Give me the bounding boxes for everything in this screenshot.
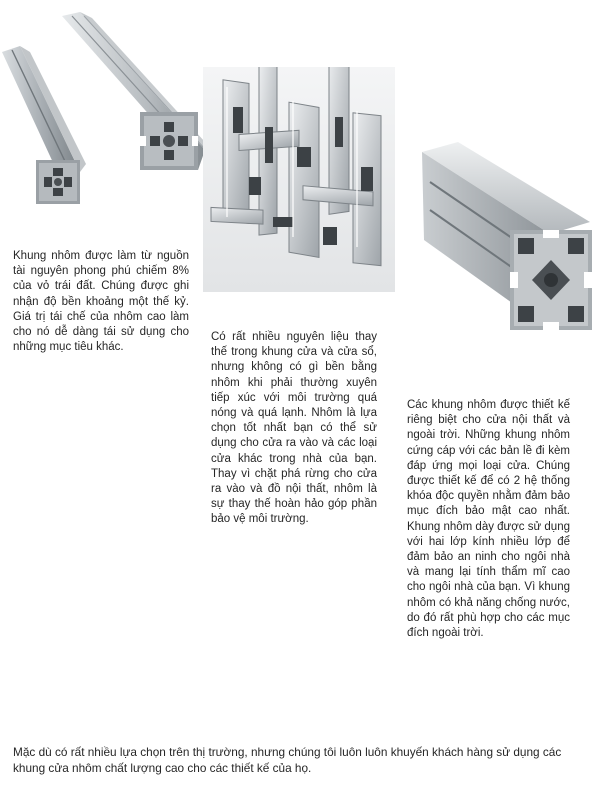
design-paragraph: Các khung nhôm được thiết kế riêng biệt cho cửa nội thất và ngoài trời. Những khung nhôm cứng cáp với các bản lề đi kèm đáp ứng mọi loại cửa. Chúng được thiết kế để có 2 hệ thống khóa độc quyền nhằm đảm bảo mục đích bảo mật cao nhất. Khung nhôm dày được sử dụng với hai lớp kính nhiều lớp để đảm bảo an ninh cho ngôi nhà và mang lại tính thẩm mĩ cao cho ngôi nhà của bạn. Vì khung nhôm có khả năng chống nước, do đó rất phù hợp cho các mục đích ngoài trời. [407,399,570,640]
aluminum-extrusion-pieces-icon [203,67,395,292]
intro-paragraph: Khung nhôm được làm từ nguồn tài nguyên phong phú chiếm 8% của vỏ trái đất. Chúng được ghi nhận độ bền khoảng một thế kỷ. Giá trị tái chế của nhôm cao làm cho nó dễ dàng tái sử dụng cho những mục tiêu khác. [13,250,189,354]
aluminum-square-profile-icon [400,122,600,352]
conclusion-paragraph: Mặc dù có rất nhiều lựa chọn trên thị trường, nhưng chúng tôi luôn luôn khuyến khách hàng sử dụng các khung cửa nhôm chất lượng cao cho các thiết kế của họ. [13,745,562,775]
durability-paragraph: Có rất nhiều nguyên liệu thay thế trong khung cửa và cửa sổ, nhưng không có gì bền bằng nhôm khi phải thường xuyên tiếp xúc với môi trường quá nóng và quá lạnh. Nhôm là lựa chọn tốt nhất bạn có thể sử dụng cho cửa ra vào và các loại cửa khác trong nhà của bạn. Thay vì chặt phá rừng cho cửa ra vào và đồ nội thất, nhôm là sự thay thế hoàn hảo góp phần bảo vệ môi trường. [211,331,377,526]
aluminum-profile-rails-icon [0,12,205,217]
